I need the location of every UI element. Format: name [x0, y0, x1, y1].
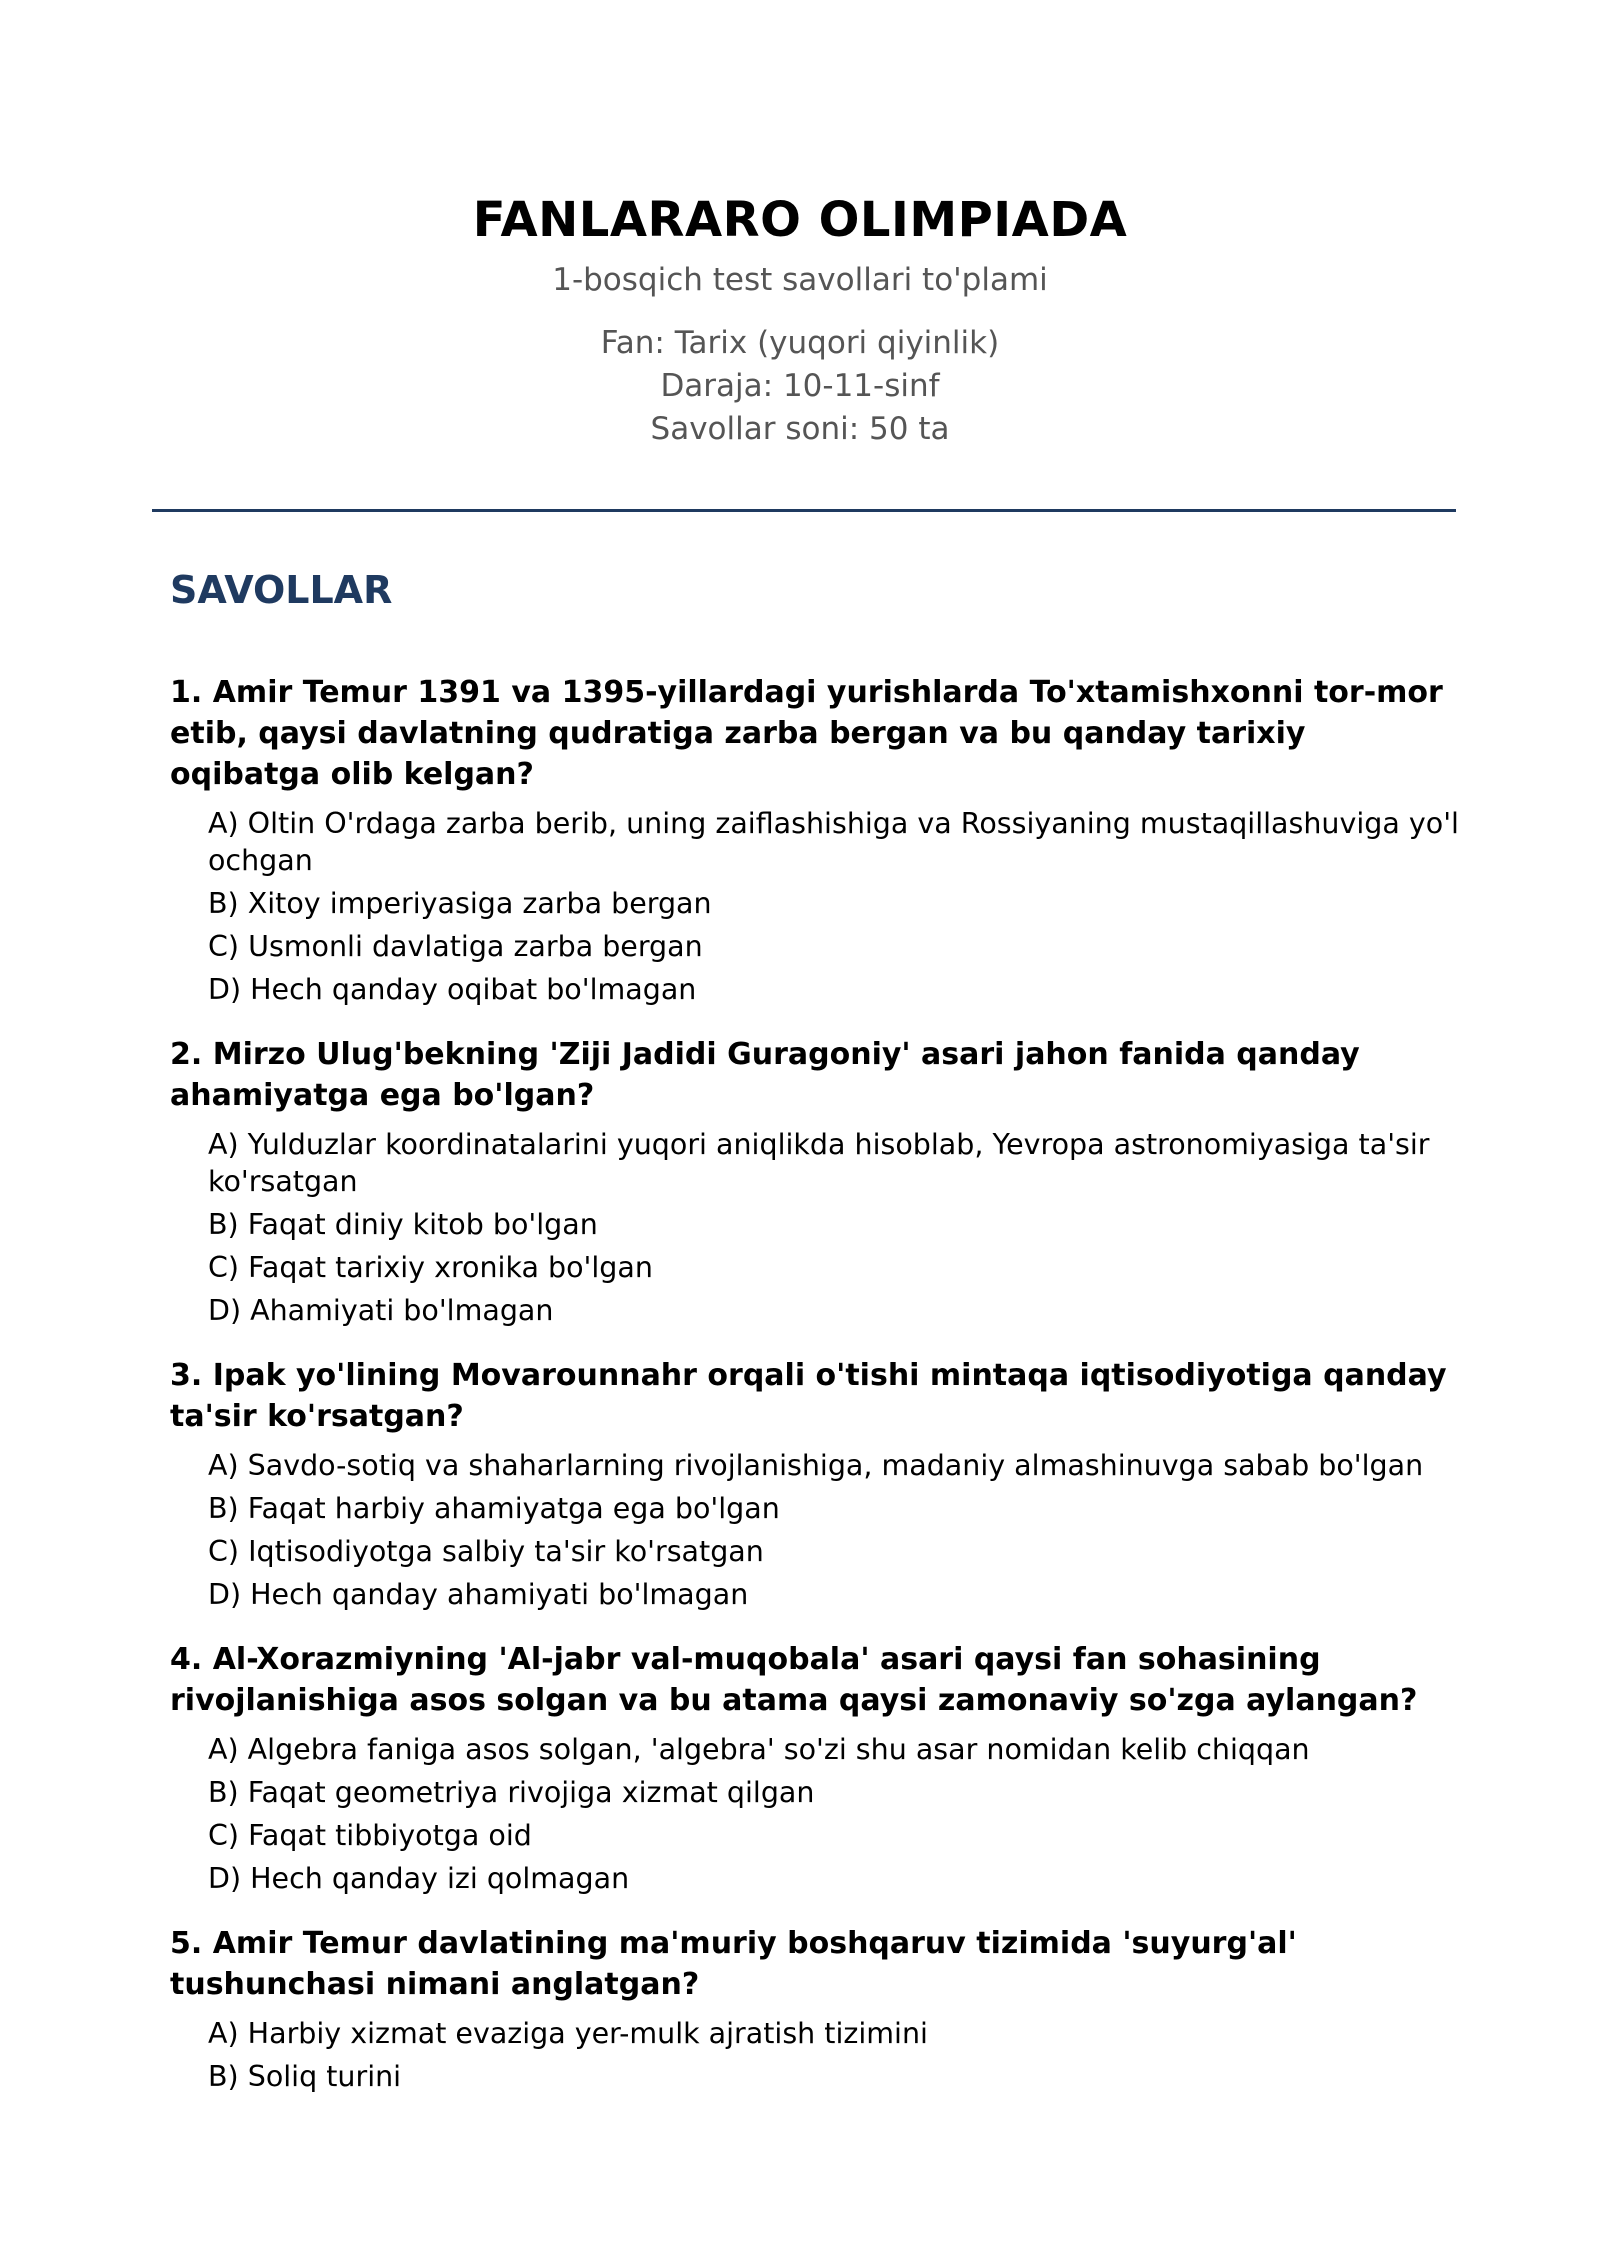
answer-option: A) Algebra faniga asos solgan, 'algebra' so'zi shu asar nomidan kelib chiqqan: [208, 1733, 1310, 1766]
question-text: 5. Amir Temur davlatining ma'muriy boshqaruv tizimida 'suyurg'al' tushunchasi nimani anglatgan?: [170, 1926, 1297, 2002]
count-line: Savollar soni: 50 ta: [650, 411, 950, 447]
document-title: FANLARARO OLIMPIADA: [472, 192, 1128, 248]
answer-option: A) Oltin O'rdaga zarba berib, uning zaiflashishiga va Rossiyaning mustaqillashuviga yo'l ochgan: [208, 807, 1459, 877]
answer-option: A) Yulduzlar koordinatalarini yuqori aniqlikda hisoblab, Yevropa astronomiyasiga ta'sir ko'rsatgan: [208, 1128, 1430, 1198]
document-subtitle: 1-bosqich test savollari to'plami: [552, 262, 1048, 298]
answer-option: B) Faqat harbiy ahamiyatga ega bo'lgan: [208, 1492, 780, 1525]
answer-option: A) Harbiy xizmat evaziga yer-mulk ajratish tizimini: [208, 2017, 928, 2050]
subject-line: Fan: Tarix (yuqori qiyinlik): [600, 325, 1000, 361]
question-item: [170, 1034, 1460, 1329]
answer-option: C) Faqat tarixiy xronika bo'lgan: [208, 1251, 653, 1284]
question-text: 1. Amir Temur 1391 va 1395-yillardagi yurishlarda To'xtamishxonni tor-mor etib, qaysi davlatning qudratiga zarba bergan va bu qanday tarixiy oqibatga olib kelgan?: [170, 675, 1443, 792]
level-line: Daraja: 10-11-sinf: [660, 368, 940, 404]
answer-option: A) Savdo-sotiq va shaharlarning rivojlanishiga, madaniy almashinuvga sabab bo'lgan: [208, 1449, 1424, 1482]
question-item: [170, 1355, 1460, 1613]
question-item: [170, 672, 1460, 1008]
answer-option: C) Usmonli davlatiga zarba bergan: [208, 930, 703, 963]
header-divider: [152, 509, 1456, 512]
answer-option: B) Faqat diniy kitob bo'lgan: [208, 1208, 598, 1241]
question-text: 3. Ipak yo'lining Movarounnahr orqali o'tishi mintaqa iqtisodiyotiga qanday ta'sir ko'rsatgan?: [170, 1358, 1447, 1434]
document-header: [0, 190, 1600, 451]
document-meta: [0, 322, 1600, 451]
answer-option: D) Hech qanday ahamiyati bo'lmagan: [208, 1578, 749, 1611]
answer-option: D) Hech qanday oqibat bo'lmagan: [208, 973, 697, 1006]
question-item: [170, 1923, 1460, 2095]
answer-option: D) Hech qanday izi qolmagan: [208, 1862, 630, 1895]
question-item: [170, 1639, 1460, 1897]
answer-option: B) Soliq turini: [208, 2060, 402, 2093]
answer-option: C) Iqtisodiyotga salbiy ta'sir ko'rsatgan: [208, 1535, 764, 1568]
answer-option: D) Ahamiyati bo'lmagan: [208, 1294, 554, 1327]
question-text: 4. Al-Xorazmiyning 'Al-jabr val-muqobala' asari qaysi fan sohasining rivojlanishiga asos solgan va bu atama qaysi zamonaviy so'zga aylangan?: [170, 1642, 1418, 1718]
section-heading: SAVOLLAR: [170, 568, 393, 612]
questions-list: [170, 672, 1460, 2121]
question-text: 2. Mirzo Ulug'bekning 'Ziji Jadidi Guragoniy' asari jahon fanida qanday ahamiyatga ega bo'lgan?: [170, 1037, 1360, 1113]
answer-option: C) Faqat tibbiyotga oid: [208, 1819, 532, 1852]
answer-option: B) Faqat geometriya rivojiga xizmat qilgan: [208, 1776, 815, 1809]
answer-option: B) Xitoy imperiyasiga zarba bergan: [208, 887, 712, 920]
